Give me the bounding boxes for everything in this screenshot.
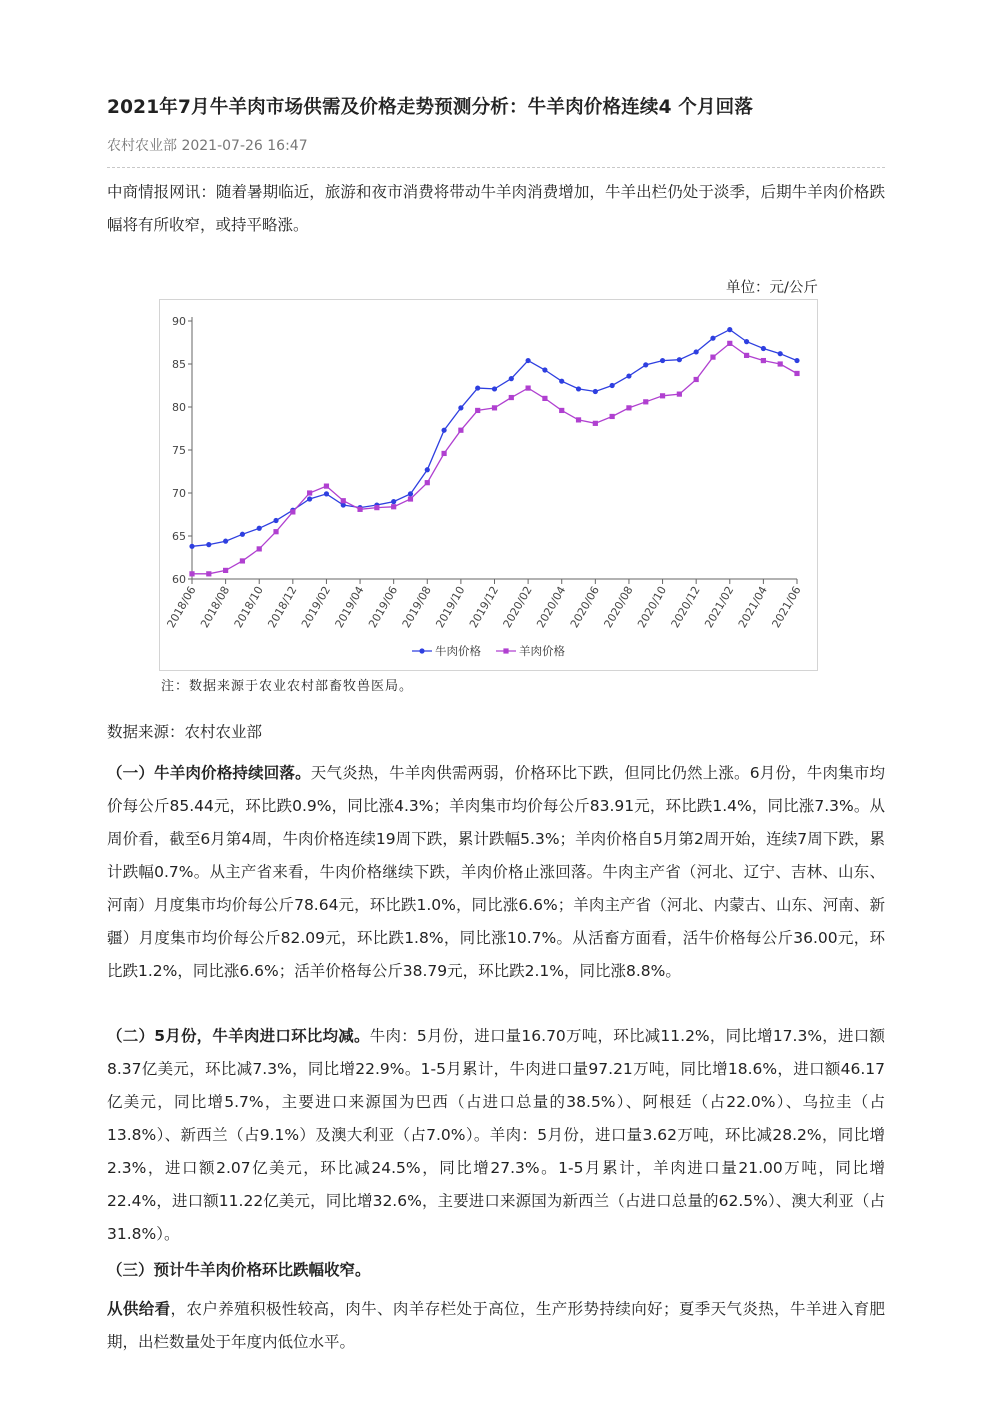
series-2-point xyxy=(374,505,379,510)
series-2-point xyxy=(408,496,413,501)
series-2-point xyxy=(559,408,564,413)
legend-marker-2 xyxy=(503,648,508,653)
series-2-point xyxy=(694,377,699,382)
series-1-point xyxy=(307,496,312,501)
x-tick-label: 2018/06 xyxy=(164,584,199,631)
series-2-point xyxy=(189,571,194,576)
series-2-point xyxy=(475,408,480,413)
series-2-point xyxy=(324,484,329,489)
article-meta: 农村农业部 2021-07-26 16:47 xyxy=(107,138,308,154)
series-2-point xyxy=(677,392,682,397)
series-2-point xyxy=(257,546,262,551)
source-line: 数据来源：农村农业部 xyxy=(107,723,263,741)
series-2-point xyxy=(458,428,463,433)
price-chart xyxy=(159,299,818,671)
series-2-point xyxy=(761,358,766,363)
series-2-point xyxy=(273,529,278,534)
series-2-point xyxy=(492,405,497,410)
series-1-point xyxy=(576,386,581,391)
section3-heading: （三）预计牛羊肉价格环比跌幅收窄。 xyxy=(107,1261,371,1279)
series-1-point xyxy=(778,351,783,356)
section4-body: ，农户养殖积极性较高，肉牛、肉羊存栏处于高位，生产形势持续向好；夏季天气炎热，牛羊进入育肥期，出栏数量处于年度内低位水平。 xyxy=(107,1300,885,1351)
series-1-point xyxy=(492,386,497,391)
series-1-point xyxy=(223,539,228,544)
y-tick-label: 75 xyxy=(172,444,186,457)
x-tick-label: 2020/10 xyxy=(635,584,670,631)
series-2-point xyxy=(526,385,531,390)
section4-heading: 从供给看 xyxy=(107,1300,171,1318)
series-1-point xyxy=(391,499,396,504)
x-tick-label: 2020/02 xyxy=(500,584,535,631)
series-1-point xyxy=(626,373,631,378)
series-1-point xyxy=(727,327,732,332)
section2-body: 牛肉：5月份，进口量16.70万吨，环比减11.2%，同比增17.3%，进口额8.37亿美元，环比减7.3%，同比增22.9%。1-5月累计，牛肉进口量97.21万吨，同比增18.6%，进口额46.17亿美元，同比增5.7%，主要进口来源国为巴西（占进口总量的38.5%）、阿根廷（占22.0%）、乌拉圭（占13.8%）、新西兰（占9.1%）及澳大利亚（占7.0%）。羊肉：5月份，进口量3.62万吨，环比减28.2%，同比增2.3%，进口额2.07亿美元，环比减24.5%，同比增27.3%。1-5月累计，羊肉进口量21.00万吨，同比增22.4%，进口额11.22亿美元，同比增32.6%，主要进口来源国为新西兰（占进口总量的62.5%）、澳大利亚（占31.8%）。 xyxy=(107,1027,885,1243)
series-2-point xyxy=(610,414,615,419)
series-2-point xyxy=(643,399,648,404)
x-tick-label: 2021/04 xyxy=(735,584,770,631)
x-tick-label: 2020/12 xyxy=(668,584,703,631)
series-2-point xyxy=(509,395,514,400)
dashed-divider xyxy=(107,167,885,168)
series-1-point xyxy=(408,491,413,496)
x-tick-label: 2019/08 xyxy=(399,584,434,631)
series-1-point xyxy=(710,336,715,341)
price-chart-svg xyxy=(160,300,817,670)
series-2-point xyxy=(223,568,228,573)
x-tick-label: 2019/10 xyxy=(433,584,468,631)
series-line-2 xyxy=(192,343,797,573)
x-tick-label: 2019/06 xyxy=(366,584,401,631)
series-1-point xyxy=(425,467,430,472)
series-1-point xyxy=(643,362,648,367)
series-2-point xyxy=(626,405,631,410)
series-2-point xyxy=(290,509,295,514)
x-tick-label: 2021/06 xyxy=(769,584,804,631)
x-tick-label: 2020/04 xyxy=(534,584,569,631)
y-tick-label: 80 xyxy=(172,401,186,414)
chart-note: 注：数据来源于农业农村部畜牧兽医局。 xyxy=(161,679,414,694)
series-1-point xyxy=(257,526,262,531)
legend-label-2: 羊肉价格 xyxy=(519,644,565,658)
series-1-point xyxy=(593,389,598,394)
y-tick-label: 65 xyxy=(172,530,186,543)
x-tick-label: 2019/02 xyxy=(298,584,334,631)
series-2-point xyxy=(660,393,665,398)
series-1-point xyxy=(458,405,463,410)
series-1-point xyxy=(240,532,245,537)
x-tick-label: 2018/08 xyxy=(198,584,233,631)
y-tick-label: 90 xyxy=(172,315,186,328)
series-1-point xyxy=(526,358,531,363)
series-1-point xyxy=(273,518,278,523)
section1-body: 天气炎热，牛羊肉供需两弱，价格环比下跌，但同比仍然上涨。6月份，牛肉集市均价每公斤85.44元，环比跌0.9%，同比涨4.3%；羊肉集市均价每公斤83.91元，环比跌1.4%，同比涨7.3%。从周价看，截至6月第4周，牛肉价格连续19周下跌，累计跌幅5.3%；羊肉价格自5月第2周开始，连续7周下跌，累计跌幅0.7%。从主产省来看，牛肉价格继续下跌，羊肉价格止涨回落。牛肉主产省（河北、辽宁、吉林、山东、河南）月度集市均价每公斤78.64元，环比跌1.0%，同比涨6.6%；羊肉主产省（河北、内蒙古、山东、河南、新疆）月度集市均价每公斤82.09元，环比跌1.8%，同比涨10.7%。从活畜方面看，活牛价格每公斤36.00元，环比跌1.2%，同比涨6.6%；活羊价格每公斤38.79元，环比跌2.1%，同比涨8.8%。 xyxy=(107,764,885,980)
series-1-point xyxy=(441,428,446,433)
section3-paragraph xyxy=(107,1254,885,1287)
section2-paragraph xyxy=(107,1020,885,1251)
intro-paragraph: 中商情报网讯：随着暑期临近，旅游和夜市消费将带动牛羊肉消费增加，牛羊出栏仍处于淡季，后期牛羊肉价格跌幅将有所收窄，或持平略涨。 xyxy=(107,183,885,234)
x-tick-label: 2018/10 xyxy=(231,584,266,631)
x-tick-label: 2021/02 xyxy=(702,584,737,631)
series-2-point xyxy=(778,361,783,366)
series-2-point xyxy=(727,341,732,346)
series-2-point xyxy=(593,421,598,426)
series-2-point xyxy=(391,504,396,509)
x-tick-label: 2020/06 xyxy=(567,584,602,631)
series-2-point xyxy=(206,571,211,576)
series-1-point xyxy=(559,379,564,384)
series-2-point xyxy=(794,371,799,376)
series-2-point xyxy=(441,451,446,456)
series-2-point xyxy=(240,558,245,563)
series-2-point xyxy=(357,507,362,512)
series-1-point xyxy=(509,376,514,381)
y-tick-label: 85 xyxy=(172,358,186,371)
series-1-point xyxy=(694,349,699,354)
legend-label-1: 牛肉价格 xyxy=(435,644,481,658)
series-2-point xyxy=(425,480,430,485)
series-1-point xyxy=(475,385,480,390)
series-2-point xyxy=(576,417,581,422)
x-tick-label: 2020/08 xyxy=(601,584,636,631)
series-2-point xyxy=(307,490,312,495)
series-1-point xyxy=(660,358,665,363)
series-1-point xyxy=(324,491,329,496)
series-1-point xyxy=(189,544,194,549)
section4-paragraph xyxy=(107,1293,885,1359)
series-1-point xyxy=(677,357,682,362)
series-2-point xyxy=(744,353,749,358)
y-tick-label: 70 xyxy=(172,487,186,500)
series-1-point xyxy=(542,367,547,372)
section1-paragraph xyxy=(107,757,885,988)
series-1-point xyxy=(761,346,766,351)
y-tick-label: 60 xyxy=(172,573,186,586)
section1-heading: （一）牛羊肉价格持续回落。 xyxy=(107,764,311,782)
series-1-point xyxy=(744,339,749,344)
article-title: 2021年7月牛羊肉市场供需及价格走势预测分析：牛羊肉价格连续4 个月回落 xyxy=(107,97,754,118)
series-2-point xyxy=(341,498,346,503)
series-1-point xyxy=(610,383,615,388)
section2-heading: （二）5月份，牛羊肉进口环比均减。 xyxy=(107,1027,370,1045)
x-tick-label: 2019/04 xyxy=(332,584,367,631)
series-1-point xyxy=(794,358,799,363)
series-2-point xyxy=(710,355,715,360)
series-2-point xyxy=(542,396,547,401)
series-1-point xyxy=(206,542,211,547)
chart-unit-label: 单位：元/公斤 xyxy=(726,280,818,296)
x-tick-label: 2018/12 xyxy=(265,584,300,631)
x-tick-label: 2019/12 xyxy=(466,584,502,631)
legend-marker-1 xyxy=(419,648,424,653)
series-line-1 xyxy=(192,330,797,547)
